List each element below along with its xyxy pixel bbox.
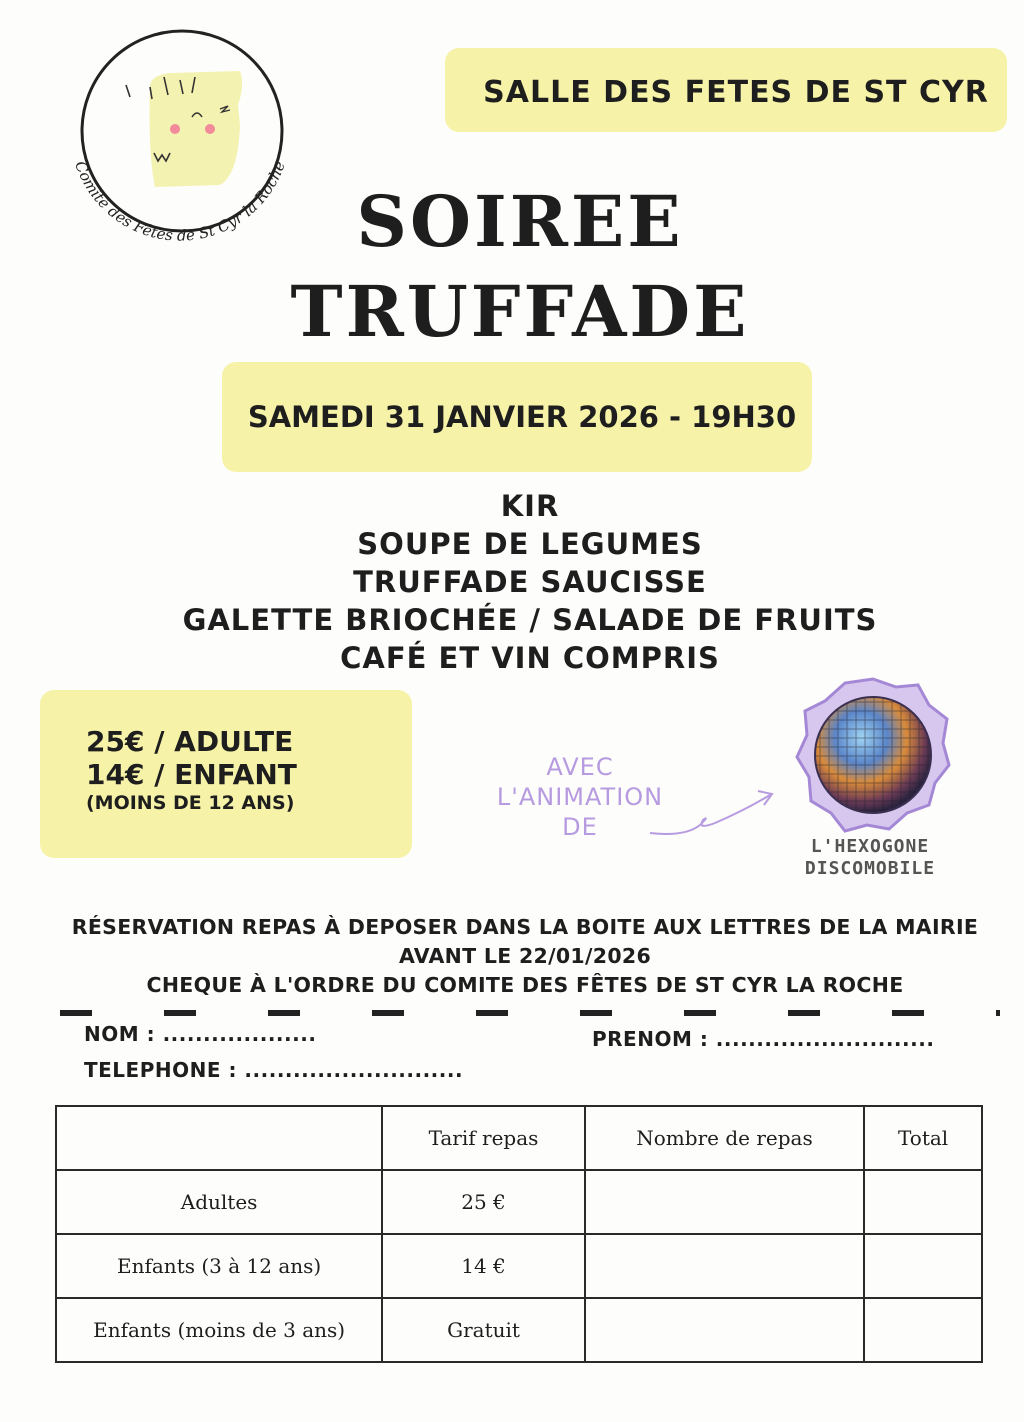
cut-line-divider	[60, 1008, 1000, 1018]
logo-caption: Comité des Fêtes de St Cyr la Roche	[71, 158, 289, 245]
price-child: 14€ / ENFANT	[86, 758, 297, 791]
dj-name	[770, 836, 970, 880]
menu-item: KIR	[500, 489, 560, 523]
dj-name-line1: L'HEXOGONE	[810, 836, 930, 857]
order-table	[55, 1105, 983, 1363]
menu-item: GALETTE BRIOCHÉE / SALADE DE FRUITS	[182, 603, 878, 637]
table-cell-total[interactable]	[864, 1234, 982, 1298]
event-date: SAMEDI 31 JANVIER 2026 - 19H30	[247, 400, 797, 434]
price-adult: 25€ / ADULTE	[86, 725, 294, 758]
table-header	[56, 1106, 382, 1170]
disco-ball-icon	[793, 675, 953, 835]
event-title-line2: TRUFFADE	[290, 270, 750, 353]
reservation-info	[40, 913, 1010, 1000]
table-cell-price: Gratuit	[382, 1298, 585, 1362]
table-cell-quantity[interactable]	[585, 1170, 864, 1234]
table-header: Total	[864, 1106, 982, 1170]
animation-line: DE	[562, 813, 598, 841]
reservation-line1: RÉSERVATION REPAS À DEPOSER DANS LA BOITE AUX LETTRES DE LA MAIRIE	[71, 915, 979, 939]
table-row	[56, 1234, 982, 1298]
table-header: Nombre de repas	[585, 1106, 864, 1170]
menu-item: CAFÉ ET VIN COMPRIS	[340, 641, 720, 675]
reservation-line3: CHEQUE À L'ORDRE DU COMITE DES FÊTES DE ST CYR LA ROCHE	[146, 973, 904, 997]
table-header: Tarif repas	[382, 1106, 585, 1170]
prenom-field[interactable]: PRENOM : ...........................	[592, 1027, 935, 1051]
dj-name-line2: DISCOMOBILE	[804, 858, 936, 879]
table-cell-quantity[interactable]	[585, 1234, 864, 1298]
animation-text	[490, 752, 670, 842]
table-header-row	[56, 1106, 982, 1170]
telephone-field[interactable]: TELEPHONE : ...........................	[84, 1058, 464, 1082]
nom-field[interactable]: NOM : ...................	[84, 1022, 317, 1046]
price-child-note: (MOINS DE 12 ANS)	[86, 792, 295, 814]
table-cell-category: Enfants (3 à 12 ans)	[56, 1234, 382, 1298]
menu-item: TRUFFADE SAUCISSE	[353, 565, 707, 599]
table-cell-total[interactable]	[864, 1170, 982, 1234]
price-block	[86, 725, 297, 815]
menu-list	[150, 487, 910, 677]
reservation-line2: AVANT LE 22/01/2026	[398, 944, 652, 968]
animation-line: AVEC	[546, 753, 614, 781]
event-title-line1: SOIREE	[356, 180, 684, 263]
table-cell-total[interactable]	[864, 1298, 982, 1362]
table-row	[56, 1170, 982, 1234]
table-cell-category: Adultes	[56, 1170, 382, 1234]
table-cell-category: Enfants (moins de 3 ans)	[56, 1298, 382, 1362]
animation-line: L'ANIMATION	[496, 783, 664, 811]
table-row	[56, 1298, 982, 1362]
venue-title: SALLE DES FETES DE ST CYR	[483, 75, 989, 110]
table-cell-price: 14 €	[382, 1234, 585, 1298]
table-cell-quantity[interactable]	[585, 1298, 864, 1362]
table-cell-price: 25 €	[382, 1170, 585, 1234]
curved-arrow-icon	[645, 775, 785, 845]
menu-item: SOUPE DE LEGUMES	[357, 527, 703, 561]
